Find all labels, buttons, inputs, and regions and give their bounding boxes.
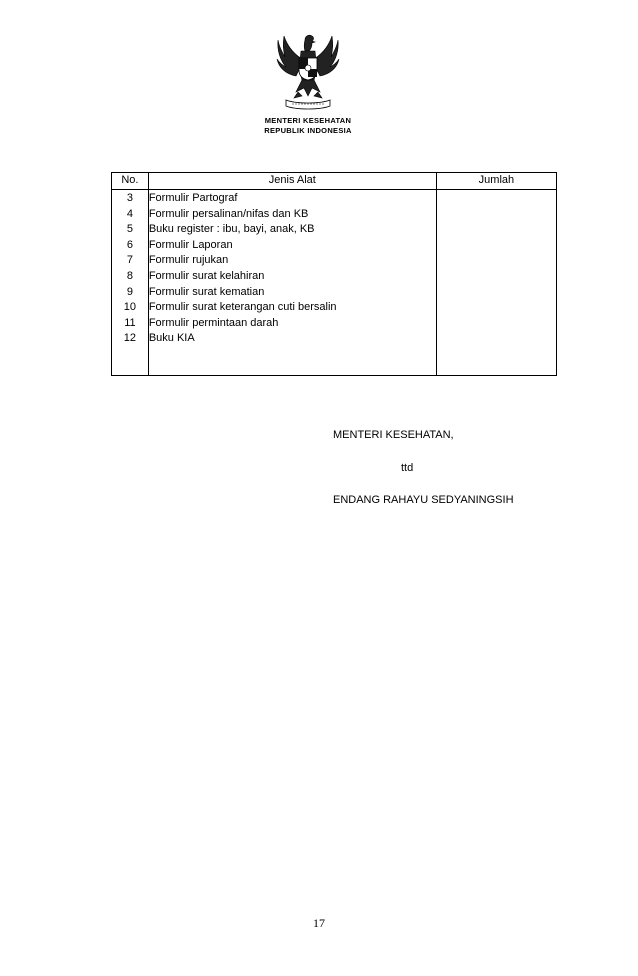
row-jenis-alat: Formulir Partograf	[148, 192, 238, 204]
no-column-cells	[112, 190, 149, 376]
row-jenis-alat: Formulir persalinan/nifas dan KB	[148, 207, 309, 220]
row-jenis-alat: Formulir surat keterangan cuti bersalin	[148, 301, 337, 314]
header-line-2: REPUBLIK INDONESIA	[264, 126, 352, 135]
row-jenis-alat: Buku KIA	[148, 332, 195, 345]
table-body-row	[112, 190, 557, 376]
row-no: 12	[123, 332, 137, 345]
row-no: 6	[126, 238, 133, 251]
row-jenis-alat: Formulir rujukan	[148, 254, 229, 267]
signature-ttd: ttd	[401, 462, 414, 474]
row-jenis-alat: Formulir permintaan darah	[148, 316, 279, 329]
header-line-1: MENTERI KESEHATAN	[264, 116, 352, 125]
equipment-table	[111, 172, 557, 376]
row-no: 3	[126, 192, 133, 204]
row-jumlah	[437, 191, 556, 207]
row-jenis-alat: Formulir surat kematian	[148, 285, 265, 298]
column-header-jenis-alat: Jenis Alat	[148, 173, 436, 190]
row-no: 4	[126, 207, 133, 220]
jenis-alat-column-cells	[148, 190, 436, 376]
row-jenis-alat: Formulir Laporan	[148, 238, 233, 251]
table-header-row	[112, 173, 557, 190]
row-no: 9	[126, 285, 133, 298]
row-jenis-alat: Buku register : ibu, bayi, anak, KB	[148, 223, 315, 236]
jumlah-column-cells	[436, 190, 556, 376]
row-no: 11	[124, 316, 136, 329]
row-no: 8	[126, 269, 133, 282]
row-no: 7	[126, 254, 133, 267]
row-jenis-alat: Formulir surat kelahiran	[148, 269, 265, 282]
signatory-name: ENDANG RAHAYU SEDYANINGSIH	[333, 494, 514, 506]
signature-title: MENTERI KESEHATAN,	[333, 429, 454, 441]
column-header-no: No.	[112, 173, 149, 190]
page-number: 17	[313, 916, 325, 930]
column-header-jumlah: Jumlah	[436, 173, 556, 190]
garuda-emblem-icon	[268, 30, 348, 112]
row-no: 10	[123, 301, 137, 314]
row-no: 5	[126, 223, 133, 236]
